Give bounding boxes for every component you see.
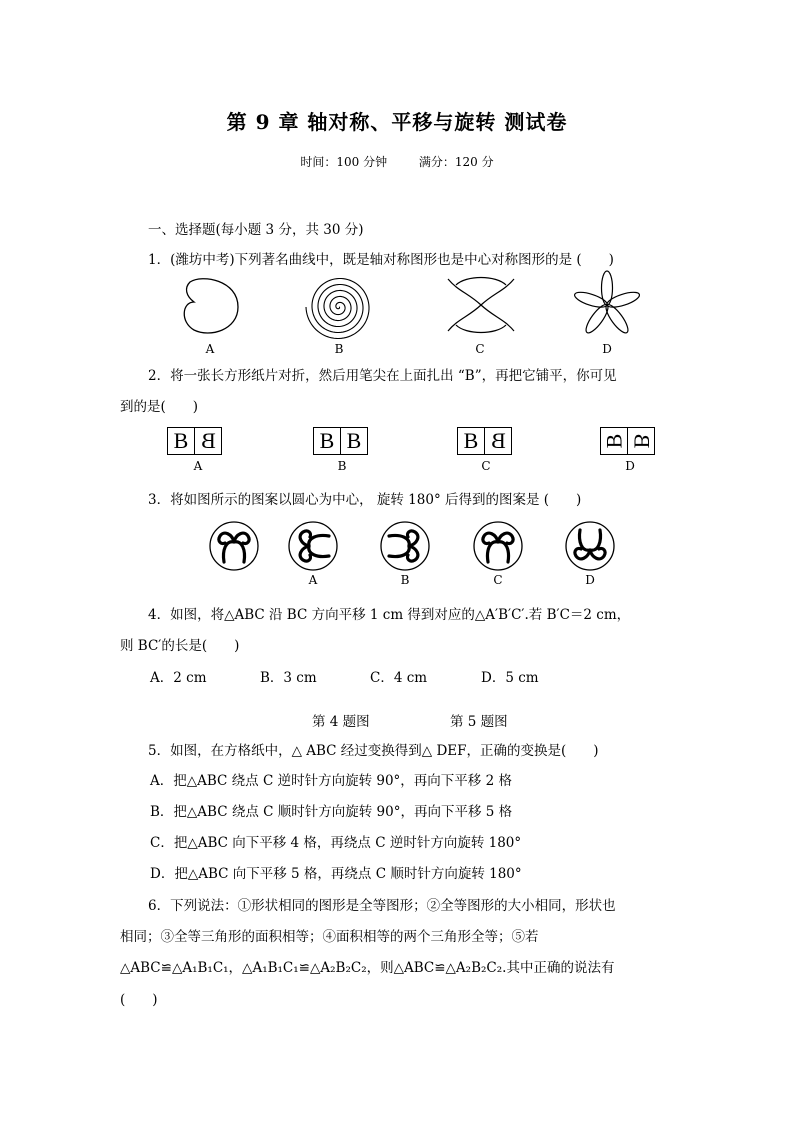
q2-option-b-figure: [313, 427, 368, 455]
rose-curve-icon: [572, 270, 642, 340]
q1-label-c: C: [475, 342, 485, 356]
q3-label-a: A: [308, 573, 318, 587]
question-6-line4: ( ): [120, 992, 158, 1008]
aries-rotated-b-icon: [379, 520, 431, 572]
aries-rotated-c-icon: [472, 520, 524, 572]
q4-option-a: A．2 cm: [150, 670, 207, 686]
question-6-line1: 6．下列说法：①形状相同的图形是全等图形；②全等图形的大小相同，形状也: [148, 898, 616, 914]
question-2-stem-line2: 到的是( ): [120, 399, 199, 415]
q2-option-c-figure: [457, 427, 512, 455]
q2-letter: B: [319, 428, 335, 453]
q2-label-b: B: [337, 459, 347, 473]
aries-rotated-d-icon: [564, 520, 616, 572]
question-4-line1: 4．如图，将△ABC 沿 BC 方向平移 1 cm 得到对应的△A′B′C′.若 B′C＝2 cm，: [148, 607, 631, 623]
section-heading: 一、选择题(每小题 3 分，共 30 分): [148, 222, 364, 238]
q1-label-b: B: [334, 342, 344, 356]
cardioid-curve-icon: [180, 272, 242, 342]
q2-option-d-figure: [600, 427, 655, 455]
question-5-stem: 5．如图，在方格纸中，△ ABC 经过变换得到△ DEF，正确的变换是( ): [148, 743, 599, 759]
exam-score: 满分：120 分: [418, 155, 494, 169]
page-title: 第 9 章 轴对称、平移与旋转 测试卷: [226, 110, 568, 134]
aries-original-icon: [208, 520, 260, 572]
q5-option-d: D．把△ABC 向下平移 5 格，再绕点 C 顺时针方向旋转 180°: [150, 866, 522, 882]
q2-label-c: C: [481, 459, 491, 473]
q2-option-a-figure: [167, 427, 222, 455]
question-2-stem-line1: 2．将一张长方形纸片对折，然后用笔尖在上面扎出 “B”，再把它铺平，你可见: [148, 368, 617, 384]
q2-letter: B: [463, 428, 479, 453]
figure-5-caption: 第 5 题图: [450, 714, 508, 730]
exam-time: 时间：100 分钟: [300, 155, 388, 169]
q4-option-b: B．3 cm: [260, 670, 317, 686]
question-1-stem: 1．(潍坊中考)下列著名曲线中，既是轴对称图形也是中心对称图形的是 ( ): [148, 252, 614, 268]
q2-label-a: A: [193, 459, 203, 473]
q3-label-b: B: [400, 573, 410, 587]
q2-letter-mirrored: B: [200, 428, 216, 453]
q5-option-a: A．把△ABC 绕点 C 逆时针方向旋转 90°，再向下平移 2 格: [150, 773, 512, 789]
q4-option-d: D．5 cm: [481, 670, 539, 686]
figure-4-caption: 第 4 题图: [312, 714, 370, 730]
spiral-curve-icon: [304, 272, 374, 342]
question-4-line2: 则 BC′的长是( ): [120, 638, 240, 654]
question-6-line2: 相同；③全等三角形的面积相等；④面积相等的两个三角形全等；⑤若: [120, 929, 539, 945]
q2-letter-rotated-mirrored: B: [629, 433, 654, 449]
q2-letter-mirrored: B: [490, 428, 506, 453]
question-3-stem: 3．将如图所示的图案以圆心为中心， 旋转 180° 后得到的图案是 ( ): [148, 492, 582, 508]
q5-option-b: B．把△ABC 绕点 C 顺时针方向旋转 90°，再向下平移 5 格: [150, 804, 513, 820]
question-6-line3: △ABC≌△A₁B₁C₁，△A₁B₁C₁≌△A₂B₂C₂，则△ABC≌△A₂B₂C₂.其中正确的说法有: [120, 960, 615, 976]
q4-option-c: C．4 cm: [370, 670, 428, 686]
q2-letter: B: [173, 428, 189, 453]
aries-rotated-a-icon: [287, 520, 339, 572]
q3-label-c: C: [493, 573, 503, 587]
q3-label-d: D: [585, 573, 595, 587]
q2-letter-rotated: B: [601, 433, 626, 449]
q2-label-d: D: [625, 459, 635, 473]
q1-label-d: D: [602, 342, 612, 356]
q2-letter: B: [346, 428, 362, 453]
exam-meta: [0, 153, 794, 170]
lemniscate-curve-icon: [446, 275, 516, 337]
q1-label-a: A: [205, 342, 215, 356]
q5-option-c: C．把△ABC 向下平移 4 格，再绕点 C 逆时针方向旋转 180°: [150, 835, 522, 851]
